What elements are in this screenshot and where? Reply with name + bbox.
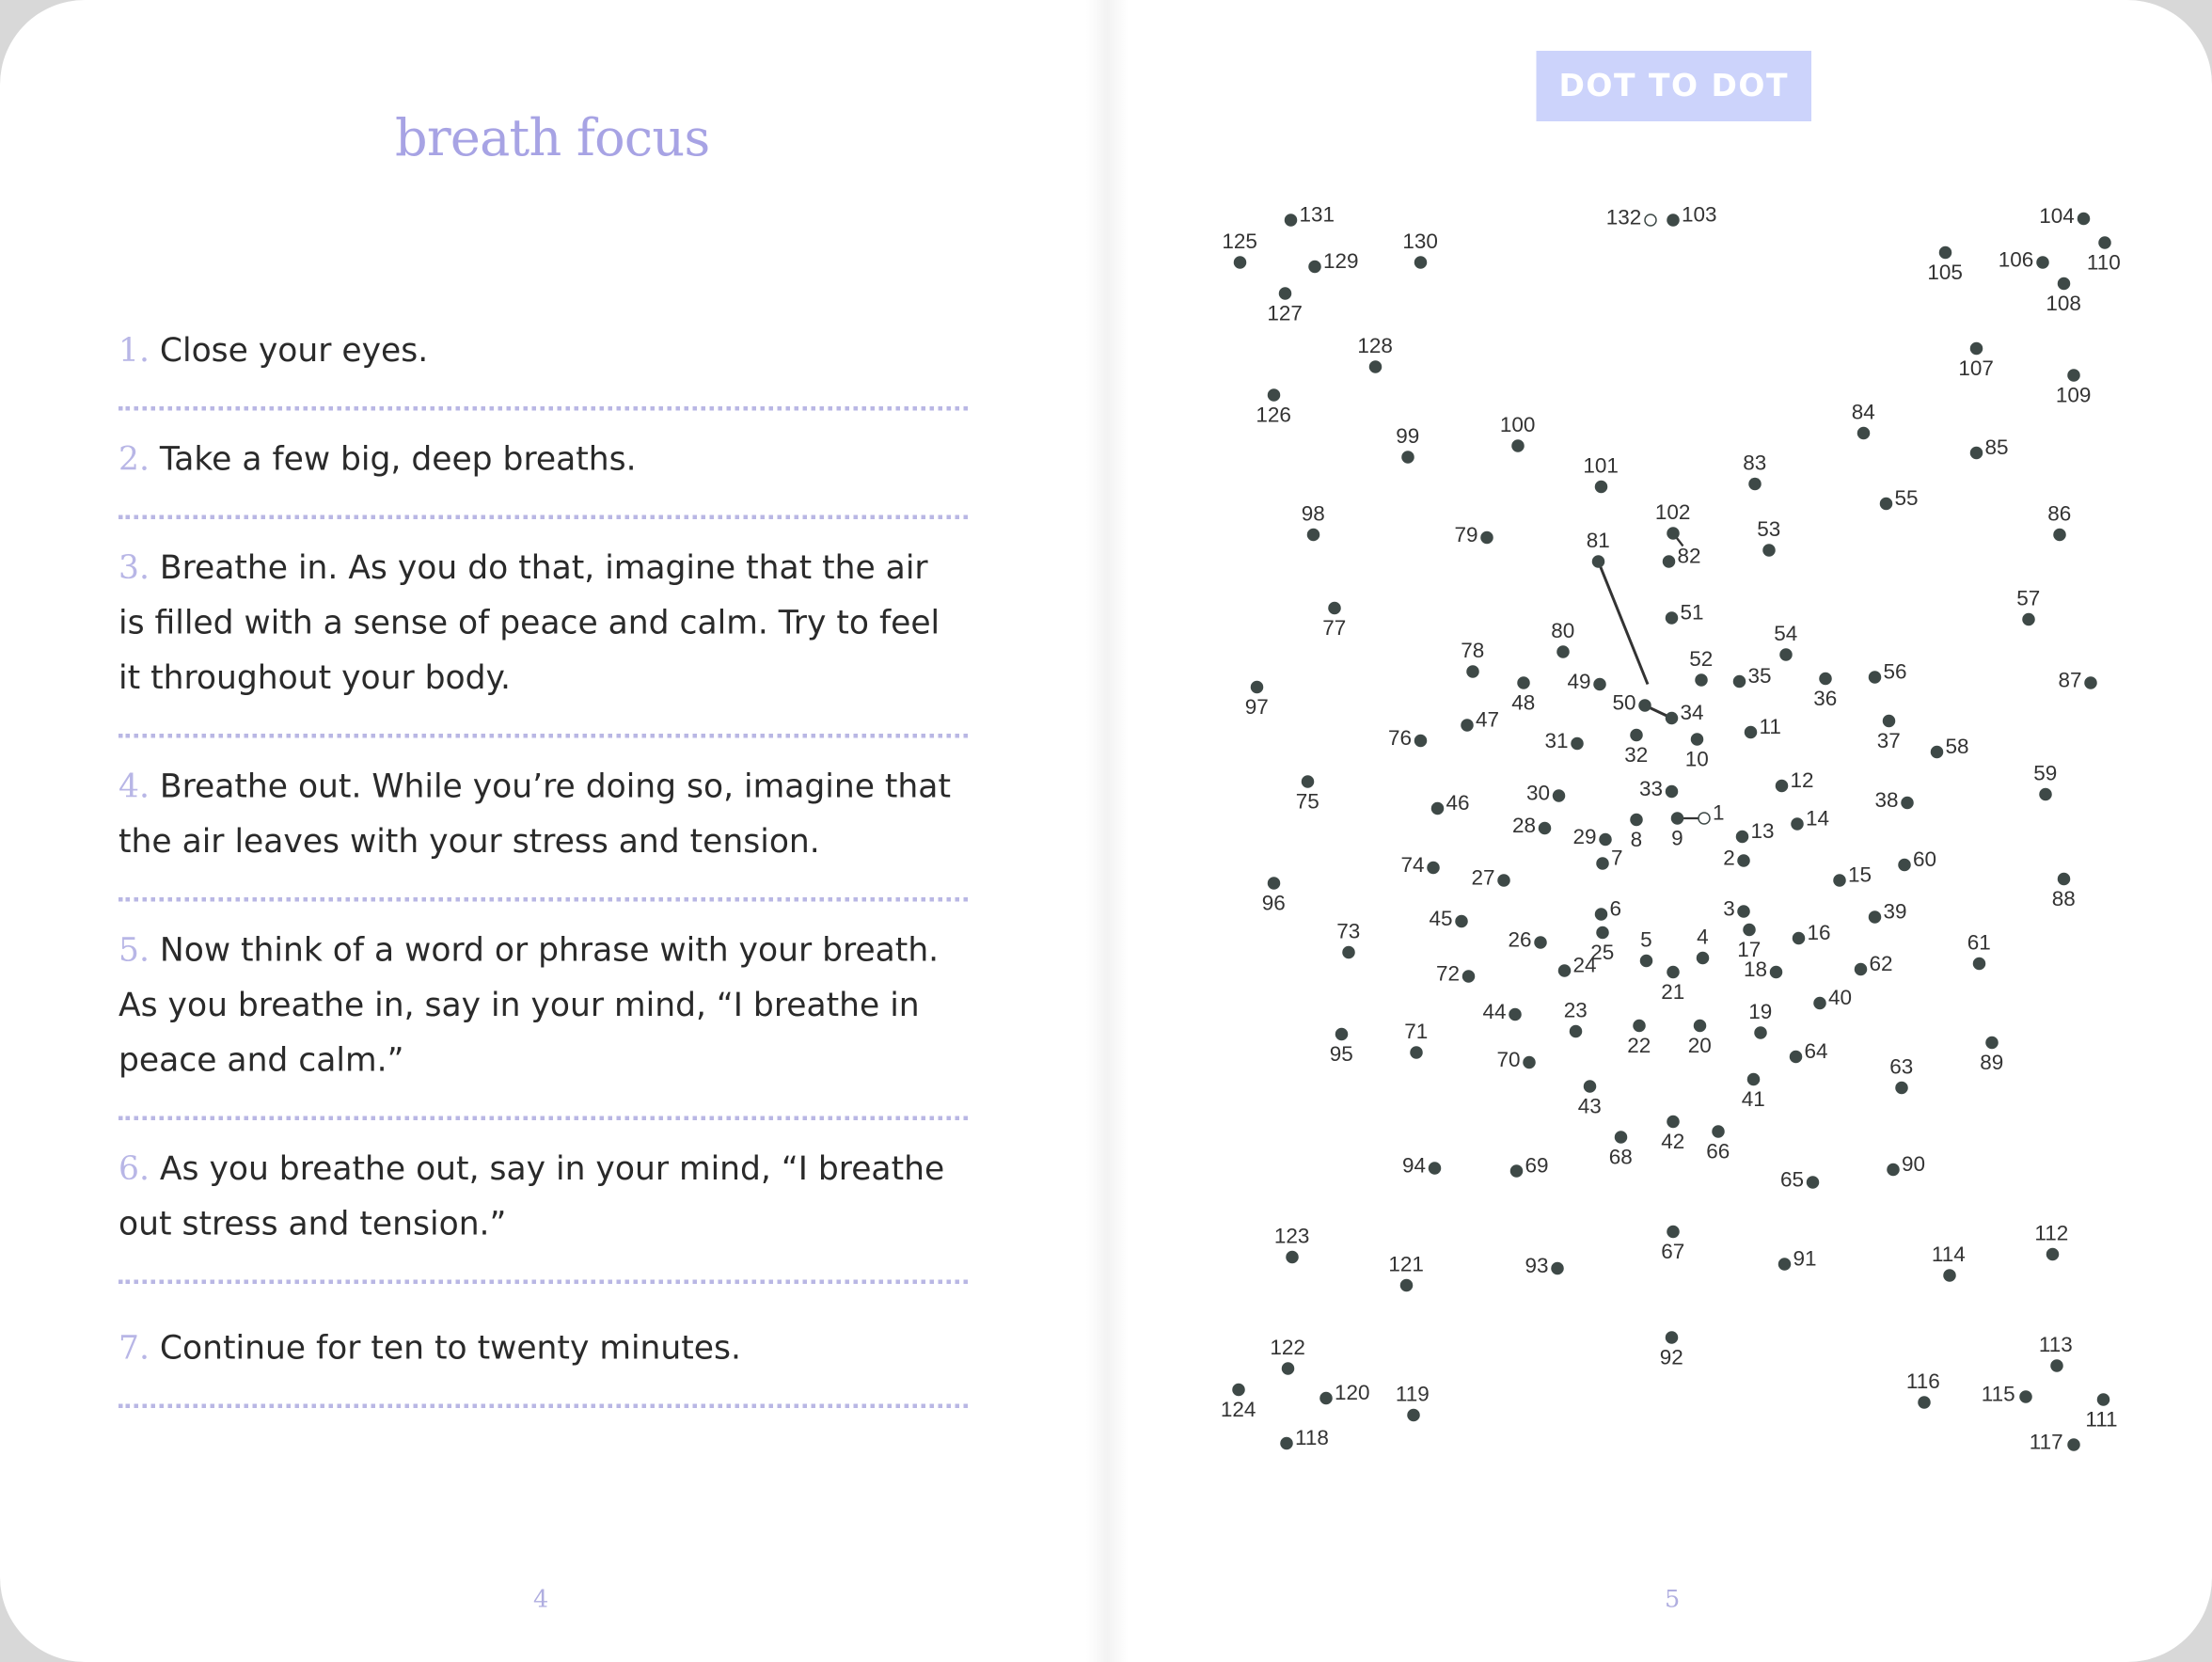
dot-label: 67 — [1661, 1240, 1685, 1264]
dot-104 — [2078, 213, 2091, 226]
dot-11 — [1745, 726, 1758, 739]
dot-25 — [1596, 926, 1609, 940]
dot-label: 15 — [1848, 863, 1872, 888]
dot-label: 73 — [1336, 920, 1361, 944]
dot-110 — [2098, 236, 2111, 249]
dot-98 — [1307, 529, 1320, 542]
dot-label: 100 — [1499, 413, 1536, 437]
dot-35 — [1733, 675, 1746, 689]
dot-label: 102 — [1654, 500, 1691, 525]
step-text: As you breathe out, say in your mind, “I breathe out stress and tension.” — [118, 1151, 945, 1243]
dot-label: 25 — [1590, 941, 1615, 965]
dot-120 — [1319, 1392, 1333, 1405]
page-number: 4 — [533, 1586, 549, 1614]
dot-68 — [1615, 1131, 1628, 1144]
dot-label: 46 — [1446, 791, 1470, 815]
step-number: 1. — [118, 333, 150, 370]
dot-label: 1 — [1713, 801, 1725, 826]
dot-26 — [1534, 936, 1547, 949]
dot-label: 110 — [2086, 251, 2121, 276]
dot-29 — [1599, 833, 1612, 847]
dot-40 — [1813, 997, 1826, 1010]
dot-125 — [1234, 256, 1247, 269]
dot-27 — [1497, 874, 1510, 887]
dot-97 — [1251, 681, 1264, 694]
dot-72 — [1462, 970, 1476, 983]
dot-43 — [1584, 1080, 1597, 1093]
dot-label: 112 — [2034, 1222, 2069, 1246]
dot-label: 41 — [1741, 1087, 1765, 1112]
dot-label: 90 — [1902, 1152, 1926, 1177]
dot-19 — [1754, 1026, 1767, 1039]
step-text: Breathe out. While you’re doing so, imagine that the air leaves with your stress and tension. — [118, 768, 951, 861]
dot-86 — [2053, 529, 2066, 542]
dot-65 — [1807, 1176, 1820, 1189]
dot-label: 63 — [1889, 1055, 1914, 1080]
dot-label: 13 — [1750, 819, 1775, 844]
dot-label: 101 — [1583, 454, 1619, 479]
dot-70 — [1523, 1056, 1536, 1069]
dot-label: 111 — [2085, 1408, 2118, 1432]
dot-87 — [2084, 676, 2097, 689]
dot-label: 21 — [1661, 980, 1685, 1005]
dot-label: 126 — [1256, 404, 1291, 428]
dot-label: 96 — [1261, 892, 1286, 916]
dot-51 — [1666, 611, 1679, 625]
dot-label: 22 — [1627, 1034, 1651, 1058]
dot-130 — [1414, 256, 1428, 269]
dot-label: 121 — [1388, 1253, 1424, 1277]
dot-54 — [1779, 648, 1793, 661]
dot-label: 19 — [1748, 1000, 1773, 1024]
dot-36 — [1819, 673, 1832, 686]
step-number: 5. — [118, 932, 150, 970]
dot-62 — [1855, 963, 1868, 976]
dot-label: 4 — [1697, 926, 1709, 950]
dot-3 — [1737, 905, 1750, 918]
dot-64 — [1790, 1051, 1803, 1064]
dot-label: 75 — [1295, 790, 1319, 815]
dot-121 — [1400, 1279, 1414, 1292]
dot-63 — [1895, 1082, 1908, 1095]
dot-label: 105 — [1927, 261, 1963, 285]
dot-label: 29 — [1572, 825, 1597, 849]
dot-113 — [2050, 1359, 2063, 1372]
dot-42 — [1667, 1116, 1680, 1129]
dot-label: 107 — [1958, 356, 1994, 381]
dot-56 — [1869, 671, 1882, 684]
dot-127 — [1279, 287, 1292, 300]
dot-label: 98 — [1301, 502, 1325, 527]
dot-label: 33 — [1639, 777, 1664, 801]
dot-34 — [1666, 712, 1679, 725]
dot-label: 119 — [1395, 1383, 1430, 1407]
dot-83 — [1748, 478, 1762, 491]
dot-48 — [1517, 676, 1530, 689]
dot-99 — [1401, 451, 1414, 464]
dot-74 — [1427, 862, 1440, 875]
dot-label: 118 — [1295, 1426, 1329, 1450]
dot-1 — [1698, 812, 1711, 825]
dot-label: 69 — [1525, 1154, 1549, 1179]
dot-label: 24 — [1572, 954, 1597, 978]
dot-label: 131 — [1299, 203, 1335, 228]
dot-8 — [1630, 814, 1643, 827]
dot-6 — [1595, 908, 1608, 921]
dot-12 — [1776, 780, 1789, 793]
dot-88 — [2058, 873, 2071, 886]
dot-label: 78 — [1461, 639, 1485, 663]
dot-58 — [1931, 746, 1944, 759]
dot-label: 97 — [1244, 695, 1269, 720]
dot-89 — [1985, 1037, 1999, 1050]
dot-122 — [1282, 1362, 1295, 1375]
dot-23 — [1570, 1025, 1583, 1038]
dot-33 — [1666, 785, 1679, 799]
dot-label: 32 — [1624, 743, 1649, 768]
dot-label: 64 — [1804, 1039, 1828, 1064]
step-text: Continue for ten to twenty minutes. — [159, 1330, 741, 1368]
dot-label: 43 — [1577, 1095, 1602, 1119]
dot-45 — [1455, 915, 1468, 928]
dot-label: 7 — [1611, 847, 1623, 871]
dot-label: 40 — [1828, 986, 1853, 1010]
dot-label: 117 — [2029, 1431, 2063, 1455]
dot-32 — [1630, 729, 1643, 742]
dot-label: 94 — [1402, 1154, 1427, 1179]
dot-label: 30 — [1526, 782, 1551, 806]
dot-71 — [1410, 1046, 1423, 1059]
dot-10 — [1691, 733, 1704, 746]
dot-label: 39 — [1883, 900, 1907, 925]
dot-69 — [1510, 1164, 1524, 1178]
dot-105 — [1939, 246, 1952, 260]
dot-4 — [1697, 952, 1710, 965]
dot-28 — [1539, 822, 1552, 835]
dot-label: 71 — [1404, 1020, 1429, 1044]
dot-39 — [1869, 910, 1882, 924]
dot-111 — [2097, 1393, 2110, 1406]
step-number: 6. — [118, 1151, 150, 1188]
dot-label: 27 — [1471, 866, 1495, 891]
step-number: 7. — [118, 1330, 150, 1368]
dot-label: 87 — [2058, 669, 2082, 693]
dot-77 — [1328, 602, 1341, 615]
dot-label: 108 — [2046, 292, 2081, 316]
dot-label: 127 — [1267, 302, 1303, 326]
dot-107 — [1970, 342, 1983, 356]
dot-7 — [1596, 857, 1609, 870]
dot-38 — [1901, 797, 1914, 810]
dot-94 — [1429, 1162, 1442, 1175]
dot-37 — [1883, 715, 1896, 728]
dot-13 — [1736, 831, 1749, 844]
dot-label: 51 — [1680, 601, 1704, 625]
dot-label: 92 — [1659, 1346, 1683, 1370]
dot-label: 89 — [1980, 1051, 2004, 1075]
dot-label: 86 — [2047, 502, 2072, 527]
dot-label: 85 — [1984, 435, 2009, 460]
dot-79 — [1480, 531, 1493, 545]
dot-126 — [1268, 388, 1281, 402]
dot-label: 17 — [1737, 938, 1762, 962]
dot-117 — [2067, 1438, 2080, 1451]
dot-label: 95 — [1329, 1042, 1353, 1067]
dot-95 — [1335, 1028, 1349, 1041]
dot-92 — [1666, 1331, 1679, 1344]
dot-label: 123 — [1273, 1225, 1310, 1249]
dot-124 — [1232, 1384, 1245, 1397]
dot-label: 55 — [1894, 486, 1919, 511]
dot-label: 109 — [2055, 384, 2092, 408]
dot-132 — [1644, 214, 1657, 227]
dot-78 — [1466, 665, 1479, 678]
dot-label: 5 — [1640, 928, 1652, 953]
dot-label: 3 — [1723, 897, 1735, 922]
dot-label: 10 — [1684, 748, 1709, 772]
dot-label: 113 — [2038, 1333, 2073, 1357]
dot-label: 125 — [1222, 230, 1257, 254]
dot-21 — [1667, 966, 1680, 979]
dot-73 — [1342, 946, 1355, 959]
dot-93 — [1551, 1262, 1564, 1275]
dot-14 — [1791, 817, 1804, 831]
dot-label: 70 — [1496, 1048, 1521, 1072]
dot-label: 60 — [1913, 847, 1937, 872]
dot-81 — [1592, 555, 1605, 568]
dot-22 — [1633, 1020, 1646, 1033]
page-number: 5 — [1665, 1586, 1681, 1614]
dot-label: 59 — [2033, 762, 2058, 786]
dot-123 — [1286, 1251, 1299, 1264]
dot-label: 103 — [1682, 203, 1717, 228]
dot-17 — [1743, 924, 1756, 937]
dot-label: 18 — [1744, 958, 1768, 982]
dot-114 — [1943, 1269, 1956, 1282]
dot-67 — [1667, 1226, 1680, 1239]
dot-label: 31 — [1544, 729, 1569, 753]
dot-label: 45 — [1429, 907, 1453, 931]
dot-118 — [1280, 1437, 1293, 1450]
dot-129 — [1308, 261, 1321, 274]
dot-44 — [1509, 1008, 1522, 1021]
dot-102 — [1667, 527, 1680, 540]
dot-label: 52 — [1689, 647, 1714, 672]
dot-55 — [1880, 498, 1893, 511]
dot-label: 81 — [1586, 529, 1610, 553]
dot-label: 65 — [1780, 1168, 1805, 1193]
dot-label: 124 — [1220, 1398, 1256, 1422]
dot-label: 66 — [1706, 1140, 1730, 1164]
dot-label: 2 — [1723, 847, 1735, 871]
dot-label: 9 — [1671, 827, 1683, 851]
dot-label: 28 — [1512, 814, 1537, 838]
page-title: breath focus — [395, 110, 710, 168]
dot-label: 36 — [1813, 687, 1838, 711]
dot-5 — [1640, 955, 1653, 968]
dot-20 — [1694, 1020, 1707, 1033]
dot-131 — [1285, 214, 1298, 227]
dot-label: 54 — [1774, 622, 1798, 646]
dot-24 — [1558, 964, 1572, 977]
dot-label: 82 — [1677, 545, 1701, 569]
dot-label: 83 — [1743, 451, 1767, 476]
dot-82 — [1663, 555, 1676, 568]
dot-label: 61 — [1967, 931, 1991, 956]
dot-128 — [1369, 360, 1382, 373]
dot-96 — [1268, 877, 1281, 890]
dot-label: 128 — [1357, 334, 1393, 358]
dot-66 — [1712, 1125, 1725, 1138]
dot-label: 62 — [1869, 952, 1893, 976]
dot-label: 47 — [1476, 708, 1500, 733]
dot-label: 26 — [1508, 928, 1532, 953]
dot-2 — [1737, 854, 1750, 867]
dot-label: 44 — [1482, 1000, 1507, 1024]
dot-label: 91 — [1793, 1247, 1817, 1272]
dot-80 — [1556, 645, 1570, 658]
dot-label: 84 — [1851, 401, 1875, 425]
dot-84 — [1857, 427, 1871, 440]
step-text: Breathe in. As you do that, imagine that the air is filled with a sense of peace and calm. Try to feel it throughout your body. — [118, 550, 940, 697]
dot-100 — [1511, 439, 1525, 452]
dot-label: 50 — [1612, 691, 1636, 716]
dot-label: 58 — [1945, 735, 1969, 759]
dot-label: 20 — [1687, 1034, 1712, 1058]
dot-90 — [1887, 1163, 1900, 1177]
dot-18 — [1770, 966, 1783, 979]
dot-106 — [2036, 256, 2049, 269]
dot-label: 23 — [1563, 999, 1588, 1023]
dot-52 — [1695, 673, 1708, 687]
step-number: 3. — [118, 550, 150, 587]
dot-label: 56 — [1883, 660, 1907, 685]
dot-103 — [1667, 214, 1680, 227]
dot-label: 14 — [1806, 807, 1830, 831]
dot-61 — [1973, 958, 1986, 971]
dot-16 — [1793, 932, 1806, 945]
dot-112 — [2046, 1248, 2060, 1261]
dot-label: 88 — [2051, 887, 2076, 911]
dot-30 — [1553, 789, 1566, 802]
step-text: Take a few big, deep breaths. — [159, 441, 637, 479]
dot-49 — [1593, 678, 1606, 691]
dot-116 — [1918, 1396, 1931, 1409]
dot-label: 77 — [1322, 616, 1347, 641]
dot-47 — [1461, 719, 1474, 732]
dot-101 — [1595, 481, 1608, 494]
dot-label: 53 — [1757, 517, 1781, 542]
dot-label: 72 — [1436, 962, 1461, 987]
dot-label: 104 — [2039, 204, 2075, 229]
dot-label: 37 — [1876, 729, 1901, 753]
step-text: Close your eyes. — [159, 333, 429, 370]
dot-60 — [1898, 859, 1911, 872]
dot-50 — [1638, 699, 1651, 712]
dot-108 — [2058, 277, 2071, 291]
dot-label: 42 — [1661, 1130, 1685, 1154]
step-text: Now think of a word or phrase with your breath. As you breathe in, say in your mind, “I breathe in peace and calm.” — [118, 932, 940, 1080]
dot-label: 11 — [1759, 715, 1781, 739]
dot-label: 80 — [1551, 619, 1575, 643]
dot-label: 93 — [1525, 1254, 1549, 1278]
dot-label: 8 — [1630, 828, 1643, 852]
dot-41 — [1747, 1073, 1761, 1086]
dot-label: 120 — [1335, 1381, 1370, 1405]
dot-label: 115 — [1981, 1383, 2015, 1407]
dot-label: 38 — [1874, 788, 1899, 813]
dot-59 — [2039, 788, 2052, 801]
dot-85 — [1970, 447, 1983, 460]
dot-label: 116 — [1905, 1369, 1940, 1394]
dot-76 — [1414, 735, 1428, 748]
dot-15 — [1833, 874, 1846, 887]
dot-label: 68 — [1608, 1146, 1633, 1170]
dot-label: 74 — [1400, 853, 1425, 878]
dot-53 — [1762, 544, 1776, 557]
dot-31 — [1571, 737, 1584, 751]
dot-label: 49 — [1567, 670, 1591, 694]
dot-119 — [1407, 1409, 1420, 1422]
dot-label: 129 — [1323, 249, 1359, 274]
dot-57 — [2022, 613, 2035, 626]
dot-115 — [2019, 1390, 2032, 1403]
dot-label: 34 — [1680, 701, 1704, 725]
dot-label: 76 — [1388, 726, 1413, 751]
dot-label: 48 — [1511, 691, 1536, 716]
dot-75 — [1302, 775, 1315, 788]
dot-label: 130 — [1402, 230, 1438, 254]
step-number: 2. — [118, 441, 150, 479]
dot-109 — [2067, 369, 2080, 382]
dot-label: 16 — [1807, 921, 1831, 945]
dot-label: 12 — [1790, 768, 1814, 793]
dot-91 — [1778, 1258, 1792, 1271]
dot-label: 6 — [1609, 897, 1622, 922]
dot-label: 79 — [1454, 523, 1478, 547]
dot-label: 57 — [2016, 587, 2041, 611]
dot-46 — [1431, 802, 1445, 815]
dot-label: 106 — [1998, 248, 2034, 273]
dot-label: 99 — [1396, 424, 1420, 449]
section-badge: DOT TO DOT — [1537, 51, 1812, 121]
dot-label: 35 — [1747, 664, 1772, 689]
dot-label: 122 — [1270, 1336, 1305, 1360]
step-number: 4. — [118, 768, 150, 806]
dot-9 — [1671, 812, 1684, 825]
dot-label: 132 — [1605, 206, 1642, 230]
dot-label: 114 — [1931, 1243, 1966, 1267]
